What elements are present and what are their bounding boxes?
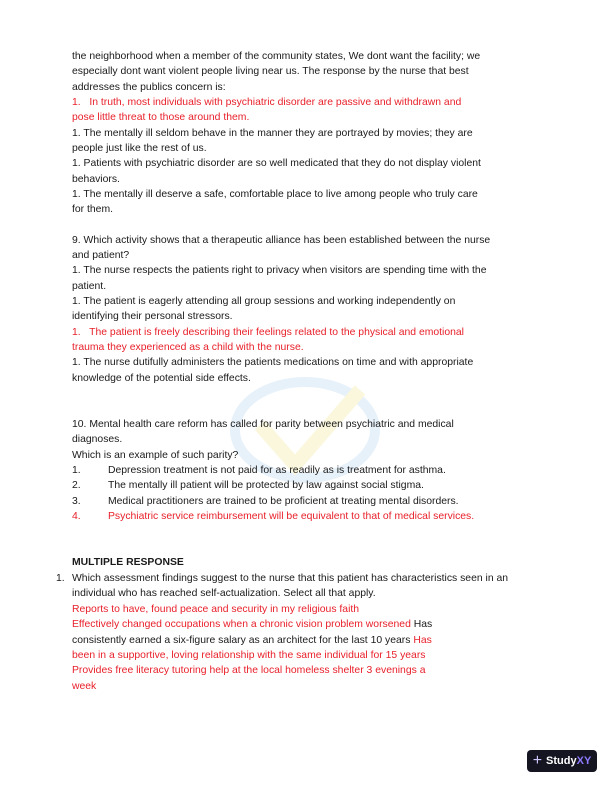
body-text: patient. <box>72 281 107 292</box>
body-text: 1. Patients with psychiatric disorder are so well medicated that they do not display violent <box>72 158 481 169</box>
text-line <box>72 479 424 492</box>
text-line <box>72 495 459 508</box>
text-line <box>72 649 426 662</box>
text-line <box>72 111 249 124</box>
body-text: knowledge of the potential side effects. <box>72 373 251 384</box>
text-line <box>72 142 207 155</box>
answer-text: week <box>72 681 97 692</box>
body-text: Depression treatment is not paid for as readily as is treatment for asthma. <box>108 465 446 476</box>
answer-text: Reports to have, found peace and security in my religious faith <box>72 604 360 615</box>
text-line <box>72 280 106 293</box>
body-text: 1. The nurse dutifully administers the patients medications on time and with appropriate <box>72 357 474 368</box>
text-line <box>72 264 487 277</box>
body-text: 9. Which activity shows that a therapeutic alliance has been established between the nurse <box>72 235 491 246</box>
text-line <box>72 203 113 216</box>
body-text: MULTIPLE RESPONSE <box>72 557 184 568</box>
text-line <box>72 188 478 201</box>
answer-text: been in a supportive, loving relationship with the same individual for 15 years <box>72 650 426 661</box>
text-line <box>72 433 122 446</box>
text-line <box>72 464 446 477</box>
text-line <box>72 173 120 186</box>
text-line <box>72 603 359 616</box>
body-text: 1. The mentally ill seldom behave in the manner they are portrayed by movies; they are <box>72 128 473 139</box>
list-number: 1. <box>72 465 81 476</box>
text-line <box>72 664 425 677</box>
text-line <box>72 249 129 262</box>
text-line <box>72 680 96 693</box>
text-line <box>72 356 473 369</box>
answer-text: Effectively changed occupations when a chronic vision problem worsened <box>72 619 411 630</box>
text-line <box>72 510 475 523</box>
text-line <box>72 81 226 94</box>
badge-study-text: Study <box>546 755 577 767</box>
body-text: the neighborhood when a member of the community states, We dont want the facility; we <box>72 51 481 62</box>
text-line <box>72 341 304 354</box>
body-text: 1. The nurse respects the patients right to privacy when visitors are spending time with the <box>72 265 487 276</box>
list-number: 4. <box>72 511 81 522</box>
body-text: The mentally ill patient will be protected by law against social stigma. <box>108 480 424 491</box>
text-line <box>72 234 490 247</box>
body-text: identifying their personal stressors. <box>72 311 233 322</box>
text-line <box>72 65 469 78</box>
text-line <box>72 587 376 600</box>
text-line <box>72 157 481 170</box>
text-line <box>72 618 432 631</box>
body-text: and patient? <box>72 250 130 261</box>
body-text: 1. The patient is eagerly attending all group sessions and working independently on <box>72 296 456 307</box>
body-text: 1. The mentally ill deserve a safe, comfortable place to live among people who truly care <box>72 189 478 200</box>
body-text: behaviors. <box>72 174 120 185</box>
body-text: people just like the rest of us. <box>72 143 207 154</box>
text-line <box>72 556 184 569</box>
list-number: 1. <box>56 573 65 584</box>
answer-text: trauma they experienced as a child with the nurse. <box>72 342 304 353</box>
text-line <box>72 418 454 431</box>
body-text: 10. Mental health care reform has called for parity between psychiatric and medical <box>72 419 454 430</box>
body-text: individual who has reached self-actualization. Select all that apply. <box>72 588 376 599</box>
body-text: Which is an example of such parity? <box>72 450 239 461</box>
text-line <box>72 326 464 339</box>
list-number: 2. <box>72 480 81 491</box>
body-text: for them. <box>72 204 113 215</box>
body-text: consistently earned a six-figure salary as an architect for the last 10 years <box>72 635 411 646</box>
answer-text: pose little threat to those around them. <box>72 112 250 123</box>
body-text: Has <box>410 619 433 630</box>
studyxy-badge[interactable] <box>527 750 597 772</box>
body-text: Which assessment findings suggest to the nurse that this patient has characteristics seen in an <box>72 573 509 584</box>
list-number: 3. <box>72 496 81 507</box>
answer-text: 1. The patient is freely describing their feelings related to the physical and emotional <box>72 327 464 338</box>
answer-text: Psychiatric service reimbursement will be equivalent to that of medical services. <box>108 511 475 522</box>
text-line <box>72 372 251 385</box>
body-text: addresses the publics concern is: <box>72 82 226 93</box>
text-line <box>72 634 432 647</box>
text-line <box>72 96 461 109</box>
text-line <box>72 449 238 462</box>
body-text: Medical practitioners are trained to be proficient at treating mental disorders. <box>108 496 459 507</box>
text-line <box>72 310 233 323</box>
badge-xy-text: XY <box>576 755 592 767</box>
text-line <box>72 50 480 63</box>
text-line <box>72 295 455 308</box>
plus-icon: + <box>532 752 543 769</box>
answer-text: Provides free literacy tutoring help at the local homeless shelter 3 evenings a <box>72 665 426 676</box>
text-line <box>72 127 473 140</box>
answer-text: 1. In truth, most individuals with psychiatric disorder are passive and withdrawn and <box>72 97 462 108</box>
body-text: especially dont want violent people living near us. The response by the nurse that best <box>72 66 469 77</box>
body-text: diagnoses. <box>72 434 123 445</box>
text-line <box>56 572 509 585</box>
answer-text: Has <box>410 635 432 646</box>
